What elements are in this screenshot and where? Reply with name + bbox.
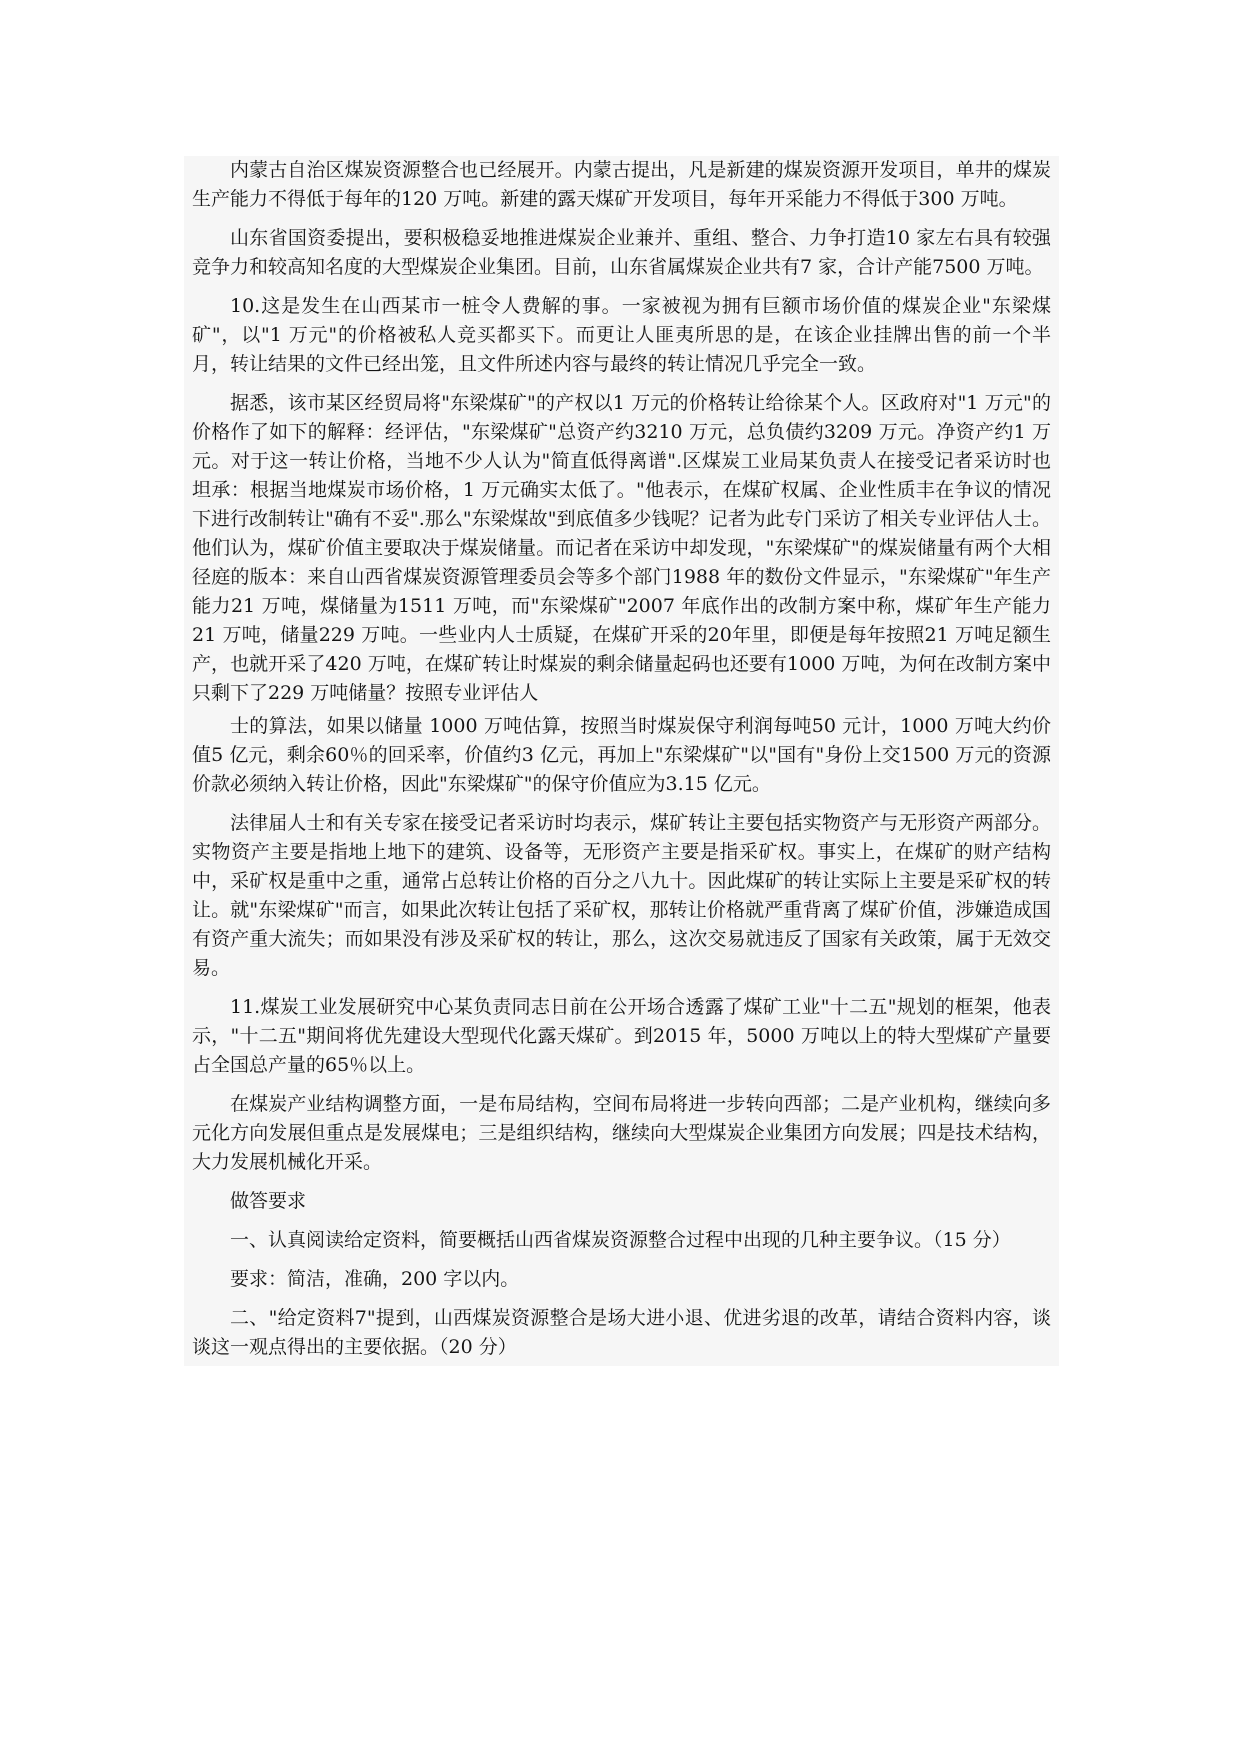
paragraph: 内蒙古自治区煤炭资源整合也已经展开。内蒙古提出，凡是新建的煤炭资源开发项目，单井的煤炭生产能力不得低于每年的120 万吨。新建的露天煤矿开发项目，每年开采能力不得低于300 万吨。 <box>192 159 1051 210</box>
paragraph: 10.这是发生在山西某市一桩令人费解的事。一家被视为拥有巨额市场价值的煤炭企业"东梁煤矿"，以"1 万元"的价格被私人竞买都买下。而更让人匪夷所思的是，在该企业挂牌出售的前一个半月，转让结果的文件已经出笼，且文件所述内容与最终的转让情况几乎完全一致。 <box>192 295 1051 375</box>
question-1: 一、认真阅读给定资料，简要概括山西省煤炭资源整合过程中出现的几种主要争议。（15 分） <box>230 1229 1011 1251</box>
paragraph: 在煤炭产业结构调整方面，一是布局结构，空间布局将进一步转向西部；二是产业机构，继续向多元化方向发展但重点是发展煤电；三是组织结构，继续向大型煤炭企业集团方向发展；四是技术结构，大力发展机械化开采。 <box>192 1093 1051 1173</box>
paragraph: 山东省国资委提出，要积极稳妥地推进煤炭企业兼并、重组、整合、力争打造10 家左右具有较强竞争力和较高知名度的大型煤炭企业集团。目前，山东省属煤炭企业共有7 家，合计产能7500 万吨。 <box>192 227 1051 278</box>
question-2: 二、"给定资料7"提到，山西煤炭资源整合是场大进小退、优进劣退的改革，请结合资料内容，谈谈这一观点得出的主要依据。（20 分） <box>192 1307 1051 1358</box>
document-body <box>184 156 1059 1366</box>
paragraph: 法律届人士和有关专家在接受记者采访时均表示，煤矿转让主要包括实物资产与无形资产两部分。实物资产主要是指地上地下的建筑、设备等，无形资产主要是指采矿权。事实上，在煤矿的财产结构中，采矿权是重中之重，通常占总转让价格的百分之八九十。因此煤矿的转让实际上主要是采矿权的转让。就"东梁煤矿"而言，如果此次转让包括了采矿权，那转让价格就严重背离了煤矿价值，涉嫌造成国有资产重大流失；而如果没有涉及采矿权的转让，那么，这次交易就违反了国家有关政策，属于无效交易。 <box>192 812 1051 979</box>
paragraph: 士的算法，如果以储量 1000 万吨估算，按照当时煤炭保守利润每吨50 元计，1000 万吨大约价值5 亿元，剩余60％的回采率，价值约3 亿元，再加上"东梁煤矿"以"国有"身份上交1500 万元的资源价款必须纳入转让价格，因此"东梁煤矿"的保守价值应为3.15 亿元。 <box>192 715 1051 795</box>
paragraph: 11.煤炭工业发展研究中心某负责同志日前在公开场合透露了煤矿工业"十二五"规划的框架，他表示，"十二五"期间将优先建设大型现代化露天煤矿。到2015 年，5000 万吨以上的特大型煤矿产量要占全国总产量的65％以上。 <box>192 996 1051 1076</box>
section-heading: 做答要求 <box>230 1190 307 1212</box>
question-1-requirement: 要求：简洁，准确，200 字以内。 <box>230 1268 520 1290</box>
paragraph: 据悉，该市某区经贸局将"东梁煤矿"的产权以1 万元的价格转让给徐某个人。区政府对"1 万元"的价格作了如下的解释：经评估，"东梁煤矿"总资产约3210 万元，总负债约3209 万元。净资产约1 万元。对于这一转让价格，当地不少人认为"简直低得离谱".区煤炭工业局某负责人在接受记者采访时也坦承：根据当地煤炭市场价格，1 万元确实太低了。"他表示，在煤矿权属、企业性质丰在争议的情况下进行改制转让"确有不妥".那么"东梁煤故"到底值多少钱呢？记者为此专门采访了相关专业评估人士。他们认为，煤矿价值主要取决于煤炭储量。而记者在采访中却发现，"东梁煤矿"的煤炭储量有两个大相径庭的版本：来自山西省煤炭资源管理委员会等多个部门1988 年的数份文件显示，"东梁煤矿"年生产能力21 万吨，煤储量为1511 万吨，而"东梁煤矿"2007 年底作出的改制方案中称，煤矿年生产能力21 万吨，储量229 万吨。一些业内人士质疑，在煤矿开采的20年里，即便是每年按照21 万吨足额生产，也就开采了420 万吨，在煤矿转让时煤炭的剩余储量起码也还要有1000 万吨，为何在改制方案中只剩下了229 万吨储量？按照专业评估人 <box>192 392 1051 704</box>
